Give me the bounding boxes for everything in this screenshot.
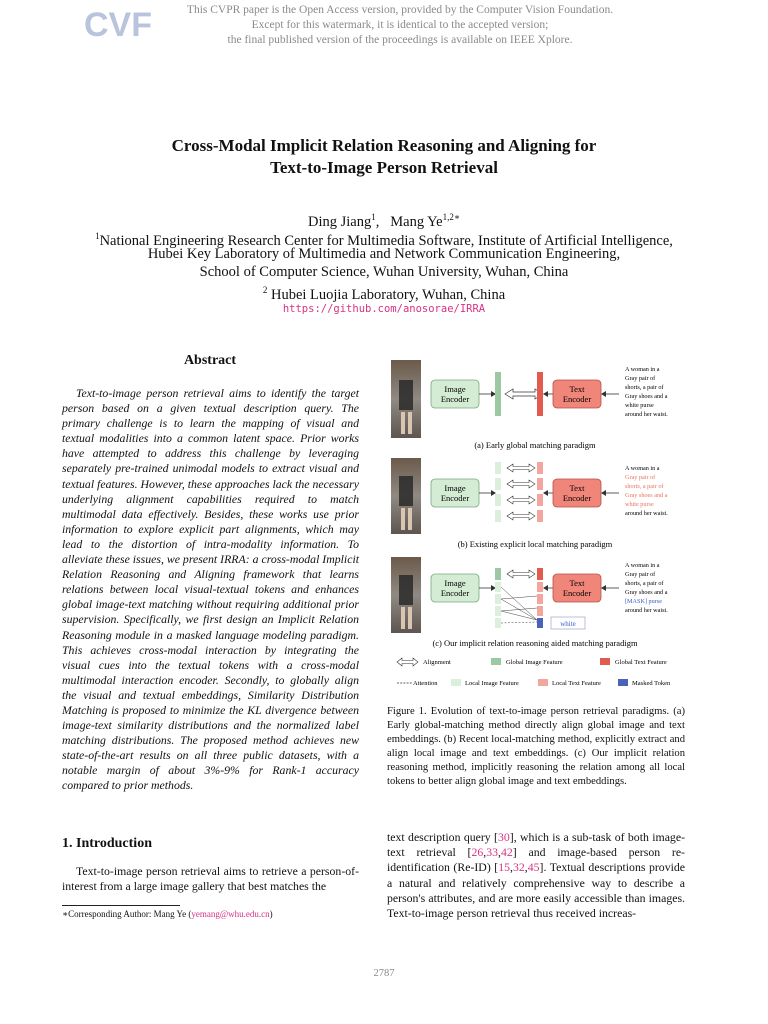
local-text-feature-b4 — [537, 510, 543, 522]
abstract-body: Text-to-image person retrieval aims to identify the target person based on a given textual description query. The primary challenge is to learn the mapping of visual and textual modalities into a common latent space. Prior works have attempted to address this challenge by leveraging separately pre-trained unimodal models to extract visual and textual features. However, these approaches lack the necessary underlying alignment capabilities required to match multimodal data effectively. Besides, these works use prior information to explore explicit part alignments, which may lead to the distortion of intra-modality information. To alleviate these issues, we present IRRA: a cross-modal Implicit Relation Reasoning and Aligning framework that learns relations between local visual-textual tokens and enhances global image-text matching without requiring additional prior supervision. Specifically, we first design an Implicit Relation Reasoning module in a masked language modeling paradigm. This achieves cross-modal interaction by integrating the visual cues into the textual tokens with a cross-modal multimodal interaction encoder. Secondly, to globally align the visual and textual embeddings, Similarity Distribution Matching is proposed to minimize the KL divergence between image-text similarity distributions and the normalized label matching distributions. The proposed method achieves new state-of-the-art results on all three public datasets, with a notable margin of about 3%-9% for Rank-1 accuracy compared to prior methods. — [62, 386, 359, 793]
desc-b-3: Gray shoes and a — [625, 492, 668, 499]
affiliation-4-text: Hubei Luojia Laboratory, Wuhan, China — [270, 286, 506, 303]
citation-32[interactable]: 32 — [512, 860, 525, 875]
local-text-feature-b1 — [537, 462, 543, 474]
masked-token-c — [537, 618, 543, 628]
citation-45[interactable]: 45 — [527, 860, 540, 875]
footnote-divider — [62, 905, 180, 906]
local-text-feature-b3 — [537, 494, 543, 506]
legend-global-text — [600, 658, 667, 666]
intro-right-text: text description query [30], which is a sub-task of both image-text retrieval [26,33,42] and image-based person re-identification (Re-ID) [15,32,45]. Textual descriptions provide a natural and relatively comprehensive way to describe a person's attributes, and are more easily accessible than images. Text-to-image person retrieval thus received increas- — [387, 830, 686, 921]
description-a — [625, 366, 668, 418]
alignment-icons-b — [507, 464, 535, 520]
svg-text:Masked Token: Masked Token — [632, 680, 671, 687]
svg-text:CVF: CVF — [84, 6, 152, 44]
global-image-feature-a — [495, 372, 501, 416]
image-encoder-c-label-1: Image — [444, 578, 466, 588]
watermark-line-2: Except for this watermark, it is identical to the accepted version; — [251, 19, 549, 31]
figure-1 — [385, 352, 685, 702]
text-encoder-b-label-1: Text — [569, 483, 585, 493]
image-encoder-a-label-1: Image — [444, 384, 466, 394]
citation-30[interactable]: 30 — [497, 830, 510, 844]
svg-text:Global Image Feature: Global Image Feature — [506, 659, 563, 666]
abstract-heading: Abstract — [183, 353, 237, 368]
desc-c-4: [MASK] purse — [625, 598, 662, 605]
desc-a-2: shorts, a pair of — [625, 384, 664, 391]
text-encoder-c-label-2: Encoder — [562, 588, 592, 598]
text-encoder-a-label-1: Text — [569, 384, 585, 394]
watermark-line-1: This CVPR paper is the Open Access version, provided by the Computer Vision Foundation. — [186, 4, 614, 16]
local-image-feature-c4 — [495, 618, 501, 628]
panel-a — [391, 360, 668, 450]
desc-b-1: Gray pair of — [625, 474, 656, 481]
desc-b-2: shorts, a pair of — [625, 483, 664, 490]
legend-global-image — [491, 658, 563, 666]
desc-a-3: Gray shoes and a — [625, 393, 668, 400]
desc-a-1: Gray pair of — [625, 375, 656, 382]
local-image-feature-c3 — [495, 606, 501, 616]
desc-b-0: A woman in a — [625, 465, 660, 472]
paper-title-line-2: Text-to-Image Person Retrieval — [270, 158, 498, 177]
affiliation-4 — [60, 281, 708, 304]
local-text-feature-b2 — [537, 478, 543, 490]
affiliation-1-text: National Engineering Research Center for Multimedia Software, Institute of Artificial Intelligence, — [99, 232, 673, 249]
figure-legend — [397, 658, 671, 687]
desc-a-4: white purse — [625, 402, 654, 409]
local-image-feature-b1 — [495, 462, 501, 474]
paper-title-line-1: Cross-Modal Implicit Relation Reasoning and Aligning for — [171, 136, 597, 155]
footnote-email[interactable]: yemang@whu.edu.cn — [191, 909, 270, 919]
subcaption-b: (b) Existing explicit local matching paradigm — [457, 539, 613, 549]
intro-left-text: Text-to-image person retrieval aims to retrieve a person-of-interest from a large image gallery that best matches the — [62, 864, 359, 894]
image-encoder-a-label-2: Encoder — [440, 394, 470, 404]
description-b — [625, 465, 668, 517]
panel-c — [391, 557, 668, 648]
legend-masked-token — [618, 679, 671, 687]
svg-text:Global Text Feature: Global Text Feature — [615, 659, 667, 666]
author-line: Ding Jiang$^1$, Mang $Ye^{1,2∗}$ — [308, 212, 460, 230]
subcaption-c: (c) Our implicit relation reasoning aided matching paradigm — [432, 638, 638, 648]
intro-heading: 1. Introduction — [62, 836, 152, 851]
global-image-feature-c — [495, 568, 501, 580]
image-encoder-c-label-2: Encoder — [440, 588, 470, 598]
description-c — [625, 562, 668, 614]
local-image-feature-c1 — [495, 582, 501, 592]
cvf-logo — [84, 6, 152, 44]
affiliation-2: Hubei Key Laboratory of Multimedia and Network Communication Engineering, — [147, 246, 621, 262]
page-number: 2787 — [373, 968, 395, 979]
legend-local-text — [538, 679, 601, 687]
local-image-feature-b3 — [495, 494, 501, 506]
svg-text:Local Text Feature: Local Text Feature — [552, 680, 601, 687]
svg-text:Attention: Attention — [413, 680, 438, 687]
footnote-close: ) — [269, 909, 273, 919]
text-encoder-b-label-2: Encoder — [562, 493, 592, 503]
author-1-sup: 1 — [371, 212, 376, 222]
legend-alignment — [397, 658, 451, 666]
citation-33[interactable]: 33 — [486, 845, 499, 860]
desc-c-1: Gray pair of — [625, 571, 656, 578]
subcaption-a: (a) Early global matching paradigm — [474, 440, 596, 450]
desc-b-4: white purse — [625, 501, 654, 508]
watermark-line-3: the final published version of the proceedings is available on IEEE Xplore. — [227, 34, 573, 46]
svg-text:Local Image Feature: Local Image Feature — [465, 680, 519, 687]
desc-c-2: shorts, a pair of — [625, 580, 664, 587]
footnote — [62, 908, 362, 920]
author-1: Ding Jiang — [308, 213, 372, 230]
affiliation-1-sup: 1 — [95, 231, 100, 241]
attention-lines-c — [501, 587, 537, 623]
image-encoder-b-label-2: Encoder — [440, 493, 470, 503]
legend-attention — [397, 680, 438, 687]
local-text-feature-c2 — [537, 594, 543, 604]
desc-c-0: A woman in a — [625, 562, 660, 569]
desc-c-3: Gray shoes and a — [625, 589, 668, 596]
local-image-feature-b4 — [495, 510, 501, 522]
author-2-sup: 1,2∗ — [442, 212, 460, 222]
image-encoder-b-label-1: Image — [444, 483, 466, 493]
affiliation-3: School of Computer Science, Wuhan University, Wuhan, China — [199, 264, 569, 280]
global-text-feature-c — [537, 568, 543, 580]
citation-42[interactable]: 42 — [500, 845, 513, 860]
author-2: Mang Ye — [390, 213, 443, 230]
desc-a-5: around her waist. — [625, 411, 668, 418]
local-image-feature-c2 — [495, 594, 501, 604]
citation-15[interactable]: 15 — [498, 860, 511, 875]
global-text-feature-a — [537, 372, 543, 416]
desc-b-5: around her waist. — [625, 510, 668, 517]
local-text-feature-c3 — [537, 606, 543, 616]
alignment-icon-c — [507, 570, 535, 578]
desc-a-0: A woman in a — [625, 366, 660, 373]
affiliation-4-sup: 2 — [262, 285, 268, 295]
mask-word: white — [560, 620, 576, 628]
local-text-feature-c1 — [537, 582, 543, 592]
svg-text:Alignment: Alignment — [423, 659, 451, 666]
footnote-text: ∗Corresponding Author: Mang Ye ( — [62, 909, 192, 919]
text-encoder-a-label-2: Encoder — [562, 394, 592, 404]
citation-26[interactable]: 26 — [471, 845, 484, 860]
panel-b — [391, 458, 668, 549]
legend-local-image — [451, 679, 519, 687]
local-image-feature-b2 — [495, 478, 501, 490]
github-link[interactable]: https://github.com/anosorae/IRRA — [282, 303, 486, 315]
desc-c-5: around her waist. — [625, 607, 668, 614]
text-encoder-c-label-1: Text — [569, 578, 585, 588]
figure-caption: Figure 1. Evolution of text-to-image person retrieval paradigms. (a) Early global-matching method directly align global image and text embeddings. (b) Recent local-matching method, explicitly extract and align local image and text embeddings. (c) Our implicit relation reasoning method, implicitly reasoning the relation among all local tokens to better align global image and text embeddings. — [387, 706, 685, 787]
